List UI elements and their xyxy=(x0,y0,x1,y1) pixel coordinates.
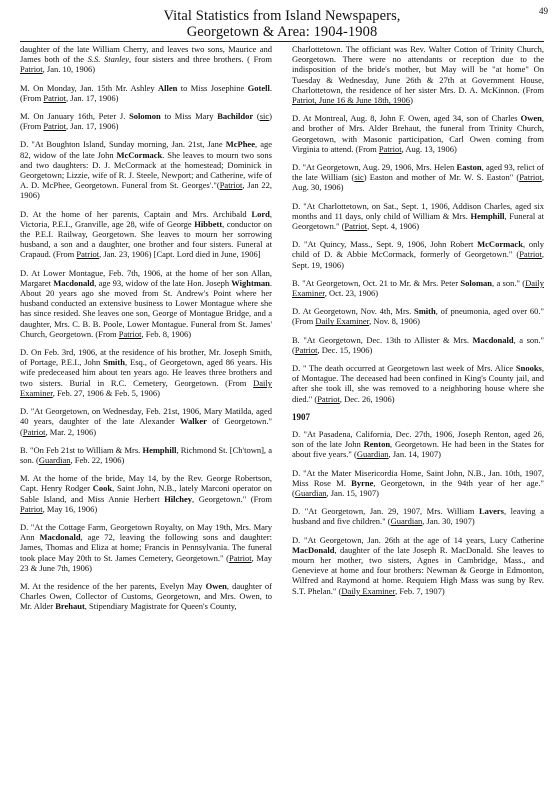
year-heading: 1907 xyxy=(292,411,310,422)
entry-text: M. At the residence of the her parents, Evelyn May xyxy=(20,580,206,591)
surname: Owen xyxy=(205,580,227,591)
entry-text: D. At the home of her parents, Captain and Mrs. Archibald xyxy=(20,208,252,219)
entry-text: , Dec. 15, 1906) xyxy=(317,344,373,355)
entry-text: to Miss Josephine xyxy=(177,82,248,93)
surname: Renton xyxy=(363,439,391,450)
entry-text: , Jan. 30, 1907) xyxy=(422,516,475,527)
title-line-1: Vital Statistics from Island Newspapers, xyxy=(163,8,401,24)
entry-text: D. " The death occurred at Georgetown last week of Mrs. Alice xyxy=(292,363,516,374)
entry-text: , aged 93, relict of the late William ( xyxy=(292,162,544,183)
entry-text: M. On Monday, Jan. 15th Mr. Ashley xyxy=(20,82,159,93)
surname: Allen xyxy=(158,82,178,93)
record-entry xyxy=(292,468,544,499)
page-title xyxy=(20,0,544,40)
entry-text: , Feb. 8, 1906) xyxy=(141,328,192,339)
source-citation: Daily Examiner xyxy=(315,316,370,327)
entry-text: D. "At Georgetown, Aug. 29, 1906, Mrs. Helen xyxy=(292,162,457,173)
entry-text: , daughter of Charles Owen, Collector of Customs, Georgetown, and Mrs. Owen, to Mr. Alder xyxy=(20,580,272,612)
record-entry xyxy=(20,44,272,75)
entry-text: , four sisters and three brothers. ( From xyxy=(128,54,272,65)
source-citation: Guardian xyxy=(294,487,327,498)
entry-text: D. At Montreal, Aug. 8, John F. Owen, aged 34, son of Charles xyxy=(292,113,521,124)
source-citation: sic xyxy=(354,172,364,183)
entry-text: ( xyxy=(253,111,260,122)
source-citation: Patriot xyxy=(317,393,340,404)
surname: Easton xyxy=(456,162,482,173)
entry-text: , Mar. 2, 1906) xyxy=(45,426,97,437)
entry-text: to Miss Mary xyxy=(160,111,218,122)
record-entry xyxy=(292,113,544,154)
source-citation: Patriot xyxy=(219,180,243,191)
entry-text: of Georgetown." ( xyxy=(20,416,272,437)
surname: Macdonald xyxy=(53,277,95,288)
entry-text: , Richmond St. [Ch'town], a son. ( xyxy=(20,444,272,465)
record-entry xyxy=(292,363,544,404)
record-entry xyxy=(292,278,544,298)
surname: Macdonald xyxy=(39,532,81,543)
surname: Wightman xyxy=(231,277,270,288)
left-column xyxy=(20,44,272,620)
entry-text: , Victoria, P.E.I., Granville, age 28, wife of George xyxy=(20,208,272,229)
record-entry xyxy=(20,522,272,573)
surname: Smith xyxy=(103,357,125,368)
surname: Hibbett xyxy=(194,218,223,229)
surname: McCormack xyxy=(477,239,523,250)
surname: Soloman xyxy=(460,277,493,288)
source-citation: Guardian xyxy=(390,516,423,527)
entry-text: , a son." ( xyxy=(292,334,544,355)
entry-text: S.S. Stanley xyxy=(87,54,129,65)
source-citation: Daily Examiner xyxy=(292,277,545,299)
surname: McCormack xyxy=(116,149,163,160)
record-entry xyxy=(292,335,544,355)
entry-text: , May 23 & June 7th, 1906) xyxy=(20,552,272,573)
surname: Byrne xyxy=(351,477,374,488)
record-entry xyxy=(292,162,544,193)
entry-text: M. At the home of the bride, May 14, by the Rev. George Robertson, Capt. Henry Rodger xyxy=(20,473,272,494)
record-entry xyxy=(20,83,272,103)
entry-text: , Feb. 7, 1907) xyxy=(395,585,445,596)
entry-text: , age 82, widow of the late John xyxy=(20,139,272,160)
entry-text: , Georgetown. He had been in the States for about five years." ( xyxy=(292,439,544,460)
title-line-2: Georgetown & Area: 1904-1908 xyxy=(186,24,378,40)
record-entry xyxy=(20,581,272,612)
entry-text: , Jan. 15, 1907) xyxy=(326,487,379,498)
entry-text: , Feb. 27, 1906 & Feb. 5, 1906) xyxy=(52,387,160,398)
source-citation: Patriot xyxy=(22,426,46,437)
entry-text: D. "At the Cottage Farm, Georgetown Royalty, on May 19th, Mrs. Mary Ann xyxy=(20,521,272,543)
surname: MacDonald xyxy=(292,544,335,555)
entry-text: D. At Lower Montague, Feb. 7th, 1906, at the home of her son Allan, Margaret xyxy=(20,267,272,288)
entry-text: ) (From xyxy=(20,111,273,132)
surname: Hilchey xyxy=(164,493,193,504)
entry-text: , Feb. 22, 1906) xyxy=(70,454,125,465)
entry-text: M. On January 16th, Peter J. xyxy=(20,111,130,122)
source-citation: Patriot xyxy=(20,64,43,75)
surname: Hemphill xyxy=(142,444,177,455)
record-entry xyxy=(292,201,544,232)
entry-text: , Nov. 8, 1906) xyxy=(369,316,421,327)
source-citation: Patriot xyxy=(344,221,368,232)
entry-text: Charlottetown. The officiant was Rev. Walter Cotton of Trinity Church, Georgetown. There were no attendants or reception due to the indisposition of the bride's mother, but May will be "at home" On Tuesday & Wednesday, June 26th & 27th at Government House, Charlottetown, the residence of her sister Mrs. D. A. McKinnon. (From xyxy=(292,44,544,95)
source-citation: Patriot xyxy=(76,249,100,260)
entry-text: , Sept. 19, 1906) xyxy=(292,249,544,270)
entry-text: , leaving a husband and five children." ( xyxy=(292,506,545,527)
entry-text: D. "At the Mater Misericordia Home, Saint John, N.B., Jan. 10th, 1907, Miss Rose M. xyxy=(292,467,544,488)
entry-text: , Stipendiary Magistrate for Queen's County, xyxy=(84,601,237,612)
entry-text: , and brother of Mrs. Alder Brehaut, the funeral from Trinity Church, Georgetown, with Masonic participation, Carl Owen coming from Virginia to attend. (From xyxy=(292,113,544,154)
entry-text: , Jan. 10, 1906) xyxy=(42,64,96,75)
entry-text: , of pneumonia, aged over 60." (From xyxy=(292,306,544,327)
entry-text: ) xyxy=(410,95,413,106)
entry-text: , Aug. 30, 1906) xyxy=(292,172,544,193)
surname: McPhee xyxy=(225,139,255,150)
entry-text: B. "At Georgetown, Oct. 21 to Mr. & Mrs. Peter xyxy=(292,277,461,288)
record-entry xyxy=(20,473,272,514)
entry-text: B. "On Feb 21st to William & Mrs. xyxy=(20,444,143,455)
entry-text: ) Easton and mother of Mr. W. S. Easton" ( xyxy=(363,172,520,183)
title-rule xyxy=(20,41,544,42)
surname: Hemphill xyxy=(470,210,505,221)
entry-text: D. "At Georgetown, Jan. 26th at the age of 14 years, Lucy Catherine xyxy=(292,534,544,545)
record-entry xyxy=(20,445,272,465)
entry-text: , Georgetown, in the 94th year of her age." ( xyxy=(292,477,545,498)
record-entry xyxy=(20,268,272,339)
entry-text: , Dec. 26, 1906) xyxy=(339,393,395,404)
entry-text: D. At Georgetown, Nov. 4th, Mrs. xyxy=(292,306,414,317)
entry-text: , May 16, 1906) xyxy=(42,503,98,514)
entry-text: , Saint John, N.B., lately Marconi operator on Sable Island, and Miss Annie Herbert xyxy=(20,483,272,504)
record-entry xyxy=(292,44,544,105)
entry-text: , Jan 22, 1906) xyxy=(20,180,272,201)
entry-text: , Jan. 14, 1907) xyxy=(388,449,441,460)
source-citation: Daily Examiner xyxy=(341,585,396,596)
entry-text: . She leaves to mourn two sons and two daughters: D. J. McCormack at the homestead; Dominick in Georgetown; Lizzie, wife of R. J. Steele, Newport; and Catherine, wife of A. D. McPhee, Georgetown. Funeral from St. Georges'."( xyxy=(20,149,272,191)
source-citation: sic xyxy=(259,111,270,122)
entry-text: D. "At Georgetown, Jan. 29, 1907, Mrs. William xyxy=(292,506,479,517)
entry-text: D. "At Pasadena, California, Dec. 27th, 1906, Joseph Renton, aged 26, son of the late John xyxy=(292,428,544,450)
entry-text: B. "At Georgetown, Dec. 13th to Allister & Mrs. xyxy=(292,334,473,345)
entry-text: , only child of D. & Abbie McCormack, formerly of Georgetown." ( xyxy=(292,239,544,260)
entry-text: D. "At Charlottetown, on Sat., Sept. 1, 1906, Addison Charles, aged six months and 11 days, only child of William & Mrs. xyxy=(292,200,544,221)
entry-text: , of Montague. The deceased had been confined in King's County jail, and after she took ill, she was removed to a neighboring house where she died." ( xyxy=(292,363,544,404)
surname: Owen xyxy=(520,113,542,124)
surname: Smith xyxy=(414,306,436,317)
record-entry xyxy=(292,535,544,596)
entry-text: . (From xyxy=(20,82,272,103)
entry-text: , daughter of the late Joseph R. MacDonald. She leaves to mourn her mother, two sisters, Agnes in Cambridge, Mass., and Genevieve at home and four brothers: Newman & George in Edmonton, Wilfred and Raymond at home. Requiem High Mass was sung by Rev. S.T. Phelan." ( xyxy=(292,544,544,596)
entry-text: , conductor on the P.E.I. Railway, Georgetown. She leaves to mourn her sorrowing husband, a son and a daughter, one brother and four sisters. Funeral at Crapaud. (From xyxy=(20,218,272,260)
entry-text: D. "At Boughton Island, Sunday morning, Jan. 21st, Jane xyxy=(20,139,226,150)
source-citation: Patriot xyxy=(519,249,542,260)
record-entry xyxy=(292,306,544,326)
record-entry xyxy=(20,139,272,200)
surname: Solomon xyxy=(129,111,161,122)
entry-text: , Aug. 13, 1906) xyxy=(401,143,457,154)
source-citation: Patriot xyxy=(20,503,43,514)
source-citation: Patriot xyxy=(43,92,67,103)
surname: Walker xyxy=(179,416,207,427)
surname: Bachildor xyxy=(217,111,254,122)
surname: Brehaut xyxy=(55,601,85,612)
surname: Macdonald xyxy=(472,334,514,345)
record-entry xyxy=(292,429,544,460)
entry-text: , age 72, leaving the following sons and daughter: James, Thomas and Eliza at home; Francis in Pennsylvania. The funeral took place May 20th to St. James Cemetery, Georgetown." ( xyxy=(20,532,273,563)
entry-text: , a son." ( xyxy=(492,277,526,288)
entry-text: daughter of the late William Cherry, and leaves two sons, Maurice and James both of the xyxy=(20,44,272,65)
source-citation: Daily Examiner xyxy=(20,377,272,398)
entry-text: , Georgetown." (From xyxy=(192,493,272,504)
record-entry xyxy=(292,239,544,270)
surname: Cook xyxy=(92,483,113,494)
source-citation: Patriot, June 16 & June 18th, 1906 xyxy=(292,95,411,106)
entry-text: , Jan. 23, 1906) [Capt. Lord died in June, 1906] xyxy=(99,249,261,260)
source-citation: Guardian xyxy=(356,449,389,460)
record-entry xyxy=(20,209,272,260)
source-citation: Patriot xyxy=(294,344,318,355)
surname: Lord xyxy=(251,208,270,219)
right-column xyxy=(292,44,544,620)
record-entry xyxy=(292,506,544,526)
source-citation: Guardian xyxy=(38,454,71,465)
two-column-body xyxy=(20,44,544,620)
entry-text: , Sept. 4, 1906) xyxy=(367,221,420,232)
entry-text: , Esq., of Georgetown, aged 86 years. His wife predeceased him about ten years ago. He leaves three brothers and two sisters. Burial in R.C. Cemetery, Georgetown. (From xyxy=(20,357,272,388)
surname: Gotell xyxy=(247,82,270,93)
surname: Snooks xyxy=(515,363,542,374)
entry-text: . About 20 years ago she moved from St. Andrew's Point where her husband conducted an extensive business to Lower Montague where she has since resided. She leaves one son, George of Montague Bridge, and a daughter, Mrs. C. B. B. Poole, Lower Montague. Funeral from St. James' Church, Georgetown. (From xyxy=(20,277,272,339)
surname: Lavers xyxy=(478,506,504,517)
entry-text: , Jan. 17, 1906) xyxy=(66,92,119,103)
page-number: 49 xyxy=(539,6,548,16)
source-citation: Patriot xyxy=(519,172,542,183)
record-entry xyxy=(20,406,272,437)
record-entry xyxy=(20,347,272,398)
entry-text: , Oct. 23, 1906) xyxy=(324,288,379,299)
entry-text: , Funeral at Georgetown." ( xyxy=(292,210,544,232)
entry-text: , age 93, widow of the late Hon. Joseph xyxy=(94,277,232,288)
entry-text: D. "At Georgetown, on Wednesday, Feb. 21st, 1906, Mary Matilda, aged 40 years, daughter of the late Alexander xyxy=(20,406,272,427)
entry-text: D. On Feb. 3rd, 1906, at the residence of his brother, Mr. Joseph Smith, of Portage, P.E.I., John xyxy=(20,347,272,368)
entry-text: , Jan. 17, 1906) xyxy=(66,121,119,132)
source-citation: Patriot xyxy=(43,121,67,132)
source-citation: Patriot xyxy=(118,328,142,339)
source-citation: Patriot xyxy=(228,552,252,563)
record-entry xyxy=(20,111,272,131)
source-citation: Patriot xyxy=(378,143,402,154)
entry-text: D. "At Quincy, Mass., Sept. 9, 1906, John Robert xyxy=(292,239,478,250)
